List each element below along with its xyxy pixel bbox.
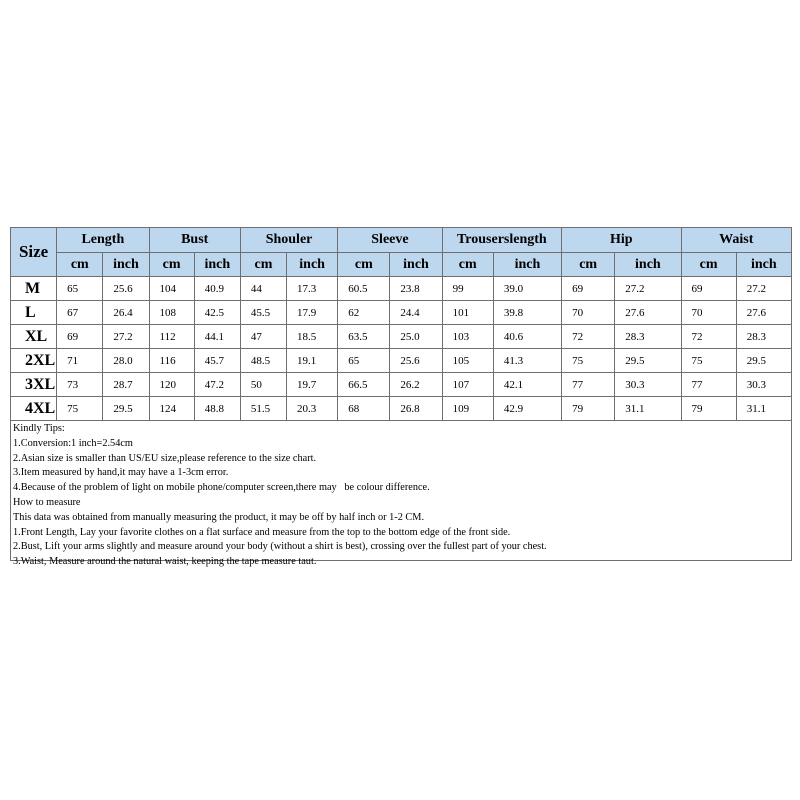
unit-header-inch: inch	[615, 253, 681, 277]
table-cell: 26.8	[390, 397, 442, 421]
table-cell: 51.5	[240, 397, 286, 421]
table-cell: 41.3	[493, 349, 561, 373]
table-cell: 69	[57, 325, 103, 349]
unit-header-inch: inch	[736, 253, 791, 277]
table-cell: 68	[338, 397, 390, 421]
table-cell: 108	[149, 301, 194, 325]
size-label: XL	[11, 325, 57, 349]
table-cell: 31.1	[615, 397, 681, 421]
group-header-hip: Hip	[562, 228, 681, 253]
table-row	[11, 349, 792, 373]
tip-line: 1.Conversion:1 inch=2.54cm	[13, 437, 133, 449]
size-label: M	[11, 277, 57, 301]
table-cell: 27.2	[103, 325, 149, 349]
table-cell: 69	[681, 277, 736, 301]
tip-line: 3.Waist, Measure around the natural waist, keeping the tape measure taut.	[13, 556, 317, 568]
table-cell: 77	[562, 373, 615, 397]
unit-header-cm: cm	[57, 253, 103, 277]
table-cell: 27.6	[736, 301, 791, 325]
table-cell: 20.3	[287, 397, 338, 421]
table-row	[11, 325, 792, 349]
table-cell: 79	[562, 397, 615, 421]
table-cell: 18.5	[287, 325, 338, 349]
unit-header-cm: cm	[240, 253, 286, 277]
table-cell: 65	[338, 349, 390, 373]
table-cell: 60.5	[338, 277, 390, 301]
table-cell: 40.6	[493, 325, 561, 349]
table-cell: 45.7	[194, 349, 240, 373]
measure-heading: How to measure	[13, 496, 81, 508]
table-cell: 47.2	[194, 373, 240, 397]
group-header-row	[11, 228, 792, 253]
group-header-sleeve: Sleeve	[338, 228, 442, 253]
table-cell: 19.7	[287, 373, 338, 397]
group-header-trouserslength: Trouserslength	[442, 228, 561, 253]
size-label: 2XL	[11, 349, 57, 373]
table-cell: 65	[57, 277, 103, 301]
table-cell: 48.5	[240, 349, 286, 373]
unit-header-inch: inch	[287, 253, 338, 277]
table-cell: 24.4	[390, 301, 442, 325]
table-cell: 44	[240, 277, 286, 301]
unit-header-cm: cm	[681, 253, 736, 277]
table-cell: 112	[149, 325, 194, 349]
table-cell: 27.2	[736, 277, 791, 301]
table-cell: 19.1	[287, 349, 338, 373]
table-cell: 25.6	[103, 277, 149, 301]
table-cell: 77	[681, 373, 736, 397]
unit-header-inch: inch	[493, 253, 561, 277]
unit-header-inch: inch	[390, 253, 442, 277]
table-cell: 70	[562, 301, 615, 325]
table-cell: 104	[149, 277, 194, 301]
table-cell: 48.8	[194, 397, 240, 421]
table-cell: 124	[149, 397, 194, 421]
table-cell: 75	[57, 397, 103, 421]
table-cell: 39.0	[493, 277, 561, 301]
table-cell: 71	[57, 349, 103, 373]
table-cell: 69	[562, 277, 615, 301]
table-cell: 40.9	[194, 277, 240, 301]
tip-line: This data was obtained from manually measuring the product, it may be off by half inch or 1-2 CM.	[13, 511, 425, 523]
table-cell: 26.4	[103, 301, 149, 325]
group-header-shoulder: Shouler	[240, 228, 337, 253]
tips-heading: Kindly Tips:	[13, 423, 65, 434]
table-cell: 29.5	[736, 349, 791, 373]
table-cell: 30.3	[736, 373, 791, 397]
table-cell: 26.2	[390, 373, 442, 397]
table-cell: 47	[240, 325, 286, 349]
table-cell: 101	[442, 301, 493, 325]
table-cell: 42.1	[493, 373, 561, 397]
unit-header-row	[11, 253, 792, 277]
table-cell: 27.2	[615, 277, 681, 301]
table-cell: 23.8	[390, 277, 442, 301]
table-cell: 99	[442, 277, 493, 301]
unit-header-inch: inch	[103, 253, 149, 277]
tip-line: 1.Front Length, Lay your favorite clothes on a flat surface and measure from the top to the bottom edge of the front side.	[13, 526, 511, 538]
table-cell: 75	[562, 349, 615, 373]
table-cell: 105	[442, 349, 493, 373]
table-cell: 72	[681, 325, 736, 349]
table-cell: 70	[681, 301, 736, 325]
size-table	[10, 227, 792, 421]
size-header: Size	[11, 228, 57, 277]
table-cell: 28.3	[615, 325, 681, 349]
table-cell: 30.3	[615, 373, 681, 397]
tip-line: 3.Item measured by hand,it may have a 1-3cm error.	[13, 467, 229, 479]
tip-line: 2.Asian size is smaller than US/EU size,please reference to the size chart.	[13, 452, 317, 464]
table-cell: 50	[240, 373, 286, 397]
unit-header-cm: cm	[149, 253, 194, 277]
table-cell: 17.3	[287, 277, 338, 301]
table-cell: 44.1	[194, 325, 240, 349]
table-row	[11, 373, 792, 397]
table-cell: 28.7	[103, 373, 149, 397]
table-cell: 28.0	[103, 349, 149, 373]
table-cell: 29.5	[615, 349, 681, 373]
table-cell: 42.9	[493, 397, 561, 421]
table-cell: 66.5	[338, 373, 390, 397]
table-cell: 75	[681, 349, 736, 373]
size-label: L	[11, 301, 57, 325]
table-cell: 42.5	[194, 301, 240, 325]
table-row	[11, 277, 792, 301]
table-cell: 72	[562, 325, 615, 349]
unit-header-cm: cm	[338, 253, 390, 277]
table-cell: 25.0	[390, 325, 442, 349]
table-cell: 62	[338, 301, 390, 325]
tip-line: 2.Bust, Lift your arms slightly and measure around your body (without a shirt is best), crossing over the fullest part of your chest.	[13, 541, 547, 553]
table-cell: 25.6	[390, 349, 442, 373]
table-cell: 39.8	[493, 301, 561, 325]
group-header-length: Length	[57, 228, 149, 253]
table-cell: 31.1	[736, 397, 791, 421]
size-label: 3XL	[11, 373, 57, 397]
unit-header-cm: cm	[562, 253, 615, 277]
group-header-bust: Bust	[149, 228, 240, 253]
size-label: 4XL	[11, 397, 57, 421]
table-cell: 67	[57, 301, 103, 325]
table-row	[11, 397, 792, 421]
unit-header-inch: inch	[194, 253, 240, 277]
size-chart	[10, 227, 792, 568]
table-cell: 109	[442, 397, 493, 421]
table-cell: 28.3	[736, 325, 791, 349]
table-cell: 17.9	[287, 301, 338, 325]
table-cell: 45.5	[240, 301, 286, 325]
table-cell: 116	[149, 349, 194, 373]
table-cell: 79	[681, 397, 736, 421]
unit-header-cm: cm	[442, 253, 493, 277]
table-cell: 29.5	[103, 397, 149, 421]
tips-box	[10, 421, 792, 568]
table-cell: 63.5	[338, 325, 390, 349]
table-cell: 27.6	[615, 301, 681, 325]
table-cell: 73	[57, 373, 103, 397]
group-header-waist: Waist	[681, 228, 792, 253]
table-cell: 120	[149, 373, 194, 397]
tip-line: 4.Because of the problem of light on mobile phone/computer screen,there may be colour difference.	[13, 482, 430, 494]
table-row	[11, 301, 792, 325]
table-cell: 107	[442, 373, 493, 397]
table-cell: 103	[442, 325, 493, 349]
